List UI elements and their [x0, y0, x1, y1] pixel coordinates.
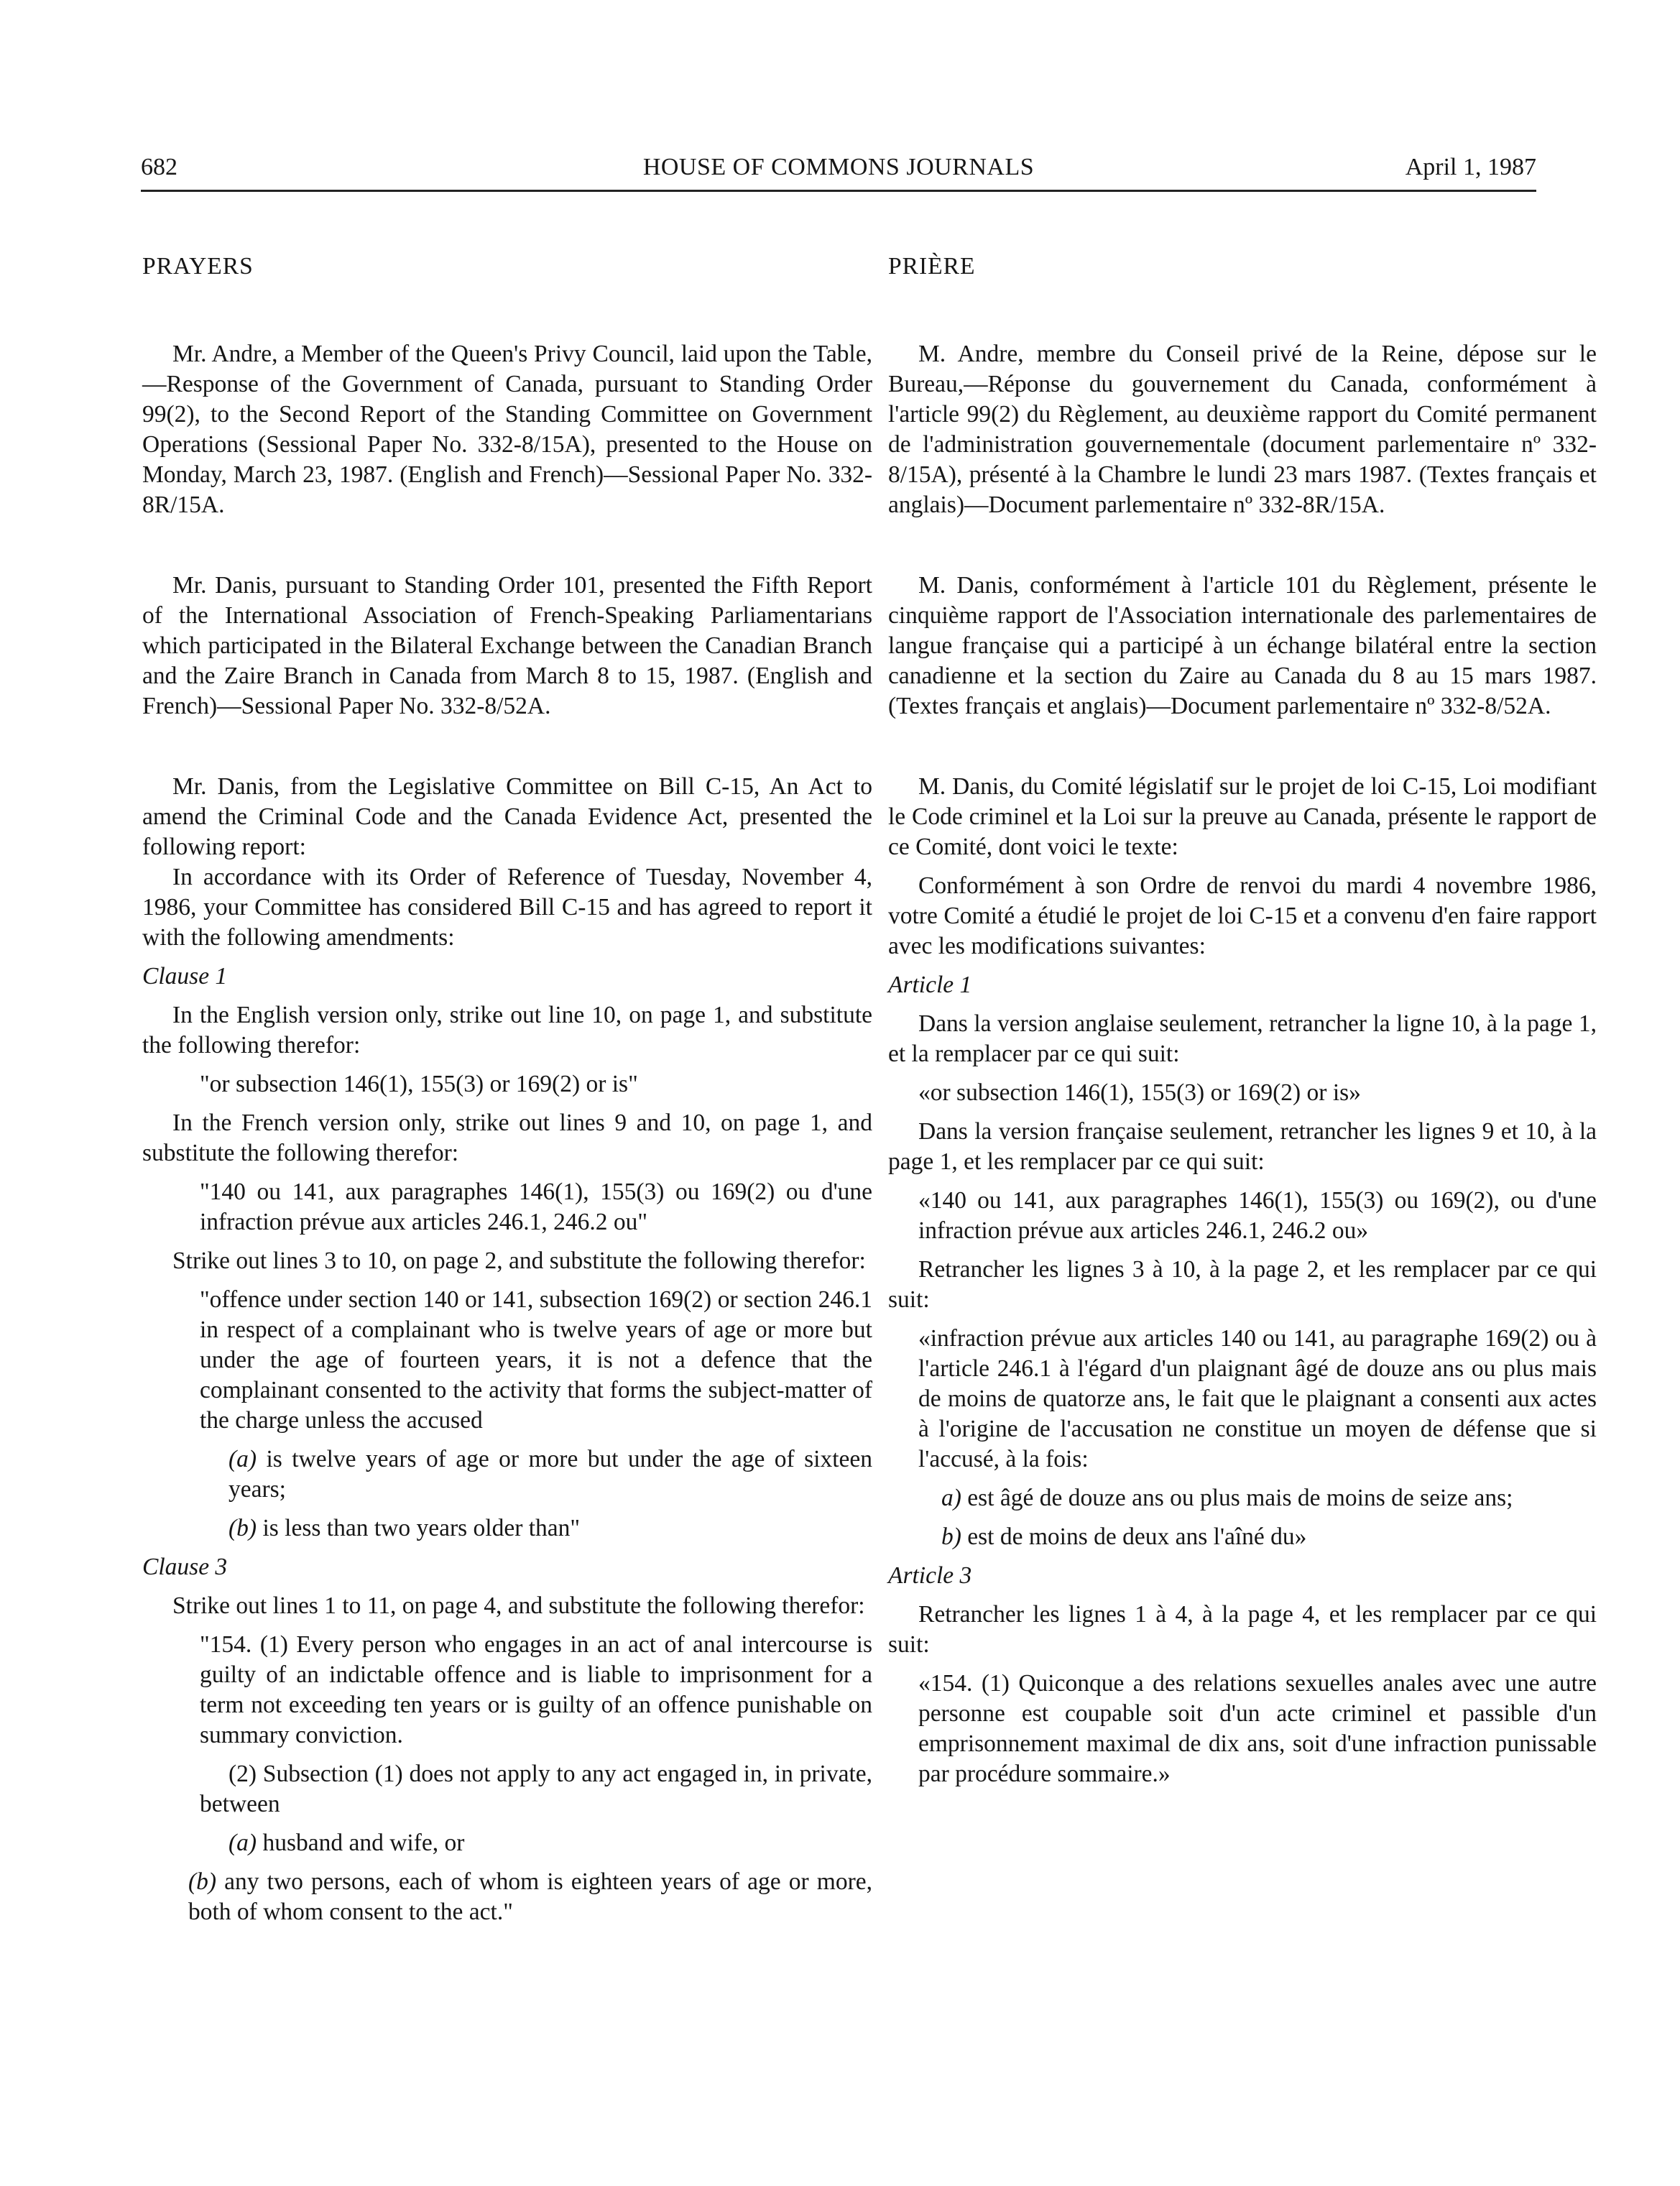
- clause-3-heading: Clause 3: [142, 1554, 228, 1580]
- paragraph-danis-cinquieme-rapport: M. Danis, conformément à l'article 101 du Règlement, présente le cinquième rapport de l'Association internationale des parlementaires de langue française qui a participé à un échange bilatéral entre la section canadienne et la section du Zaire au Canada du 8 au 15 mars 1987. (Textes français et anglais)—Document parlementaire nº 332-8/52A.: [888, 572, 1597, 719]
- subitem-label: (a): [229, 1446, 257, 1472]
- subitem-text: est de moins de deux ans l'aîné du»: [961, 1523, 1307, 1550]
- paragraph-danis-comite-legislatif: M. Danis, du Comité législatif sur le projet de loi C-15, Loi modifiant le Code criminel et la Loi sur la preuve au Canada, présente le rapport de ce Comité, dont voici le texte:: [888, 773, 1597, 860]
- article-1-subitem-b: [941, 1522, 1597, 1552]
- subitem-text: est âgé de douze ans ou plus mais de moins de seize ans;: [961, 1485, 1513, 1511]
- subitem-label: (b): [188, 1868, 217, 1895]
- clause-1-quote-3: "offence under section 140 or 141, subsection 169(2) or section 246.1 in respect of a complainant who is twelve years of age or more but under the age of fourteen years, it is not a defence that the complainant consented to the activity that forms the subject-matter of the charge unless the accused: [200, 1286, 872, 1434]
- article-1-quote-1: «or subsection 146(1), 155(3) or 169(2) or is»: [918, 1079, 1361, 1106]
- clause-1-subitem-b: [229, 1513, 872, 1544]
- clause-3-subitem-b: [188, 1867, 872, 1927]
- article-1-quote-3: «infraction prévue aux articles 140 ou 141, au paragraphe 169(2) ou à l'article 246.1 à l'égard d'un plaignant âgé de douze ans ou plus mais de moins de quatorze ans, le fait que le plaignant a consenti aux actes à l'origine de l'accusation ne constitue un moyen de défense que si l'accusé, à la fois:: [918, 1325, 1597, 1472]
- subitem-label: b): [941, 1523, 961, 1550]
- subitem-text: any two persons, each of whom is eighteen years of age or more, both of whom consent to the act.": [188, 1868, 872, 1925]
- article-1-subitem-a: [941, 1483, 1597, 1513]
- clause-1-subitem-a: [229, 1444, 872, 1505]
- article-1-instruction-1: Dans la version anglaise seulement, retrancher la ligne 10, à la page 1, et la remplacer par ce qui suit:: [888, 1010, 1597, 1067]
- clause-3-instruction-1: Strike out lines 1 to 11, on page 4, and substitute the following therefor:: [172, 1592, 865, 1619]
- subitem-text: is twelve years of age or more but under the age of sixteen years;: [229, 1446, 872, 1503]
- article-1-instruction-2: Dans la version française seulement, retrancher les lignes 9 et 10, à la page 1, et les remplacer par ce qui suit:: [888, 1118, 1597, 1175]
- clause-1-quote-1: "or subsection 146(1), 155(3) or 169(2) or is": [200, 1071, 638, 1097]
- paragraph-order-of-reference: In accordance with its Order of Reference of Tuesday, November 4, 1986, your Committee has considered Bill C-15 and has agreed to report it with the following amendments:: [142, 864, 872, 951]
- page-header: [141, 152, 1536, 192]
- paragraph-andre-response: Mr. Andre, a Member of the Queen's Privy Council, laid upon the Table,—Response of the Government of Canada, pursuant to Standing Order 99(2), to the Second Report of the Standing Committee on Government Operations (Sessional Paper No. 332-8/15A), presented to the House on Monday, March 23, 1987. (English and French)—Sessional Paper No. 332-8R/15A.: [142, 341, 872, 518]
- paragraph-andre-reponse: M. Andre, membre du Conseil privé de la Reine, dépose sur le Bureau,—Réponse du gouvernement du Canada, conformément à l'article 99(2) du Règlement, au deuxième rapport du Comité permanent de l'administration gouvernementale (document parlementaire nº 332-8/15A), présenté à la Chambre le lundi 23 mars 1987. (Textes français et anglais)—Document parlementaire nº 332-8R/15A.: [888, 341, 1597, 518]
- page-date: April 1, 1987: [1405, 154, 1536, 180]
- section-heading-priere: PRIÈRE: [888, 253, 976, 280]
- article-1-instruction-3: Retrancher les lignes 3 à 10, à la page 2, et les remplacer par ce qui suit:: [888, 1256, 1597, 1313]
- article-3-instruction-1: Retrancher les lignes 1 à 4, à la page 4, et les remplacer par ce qui suit:: [888, 1601, 1597, 1658]
- paragraph-danis-legislative-committee: Mr. Danis, from the Legislative Committee on Bill C-15, An Act to amend the Criminal Code and the Canada Evidence Act, presented the following report:: [142, 773, 872, 860]
- subitem-label: (b): [229, 1515, 257, 1541]
- article-3-heading: Article 3: [888, 1562, 972, 1589]
- clause-1-quote-2: "140 ou 141, aux paragraphes 146(1), 155(3) ou 169(2) ou d'une infraction prévue aux articles 246.1, 246.2 ou": [200, 1179, 872, 1235]
- clause-3-quote-2: (2) Subsection (1) does not apply to any act engaged in, in private, between: [200, 1761, 872, 1817]
- clause-1-instruction-3: Strike out lines 3 to 10, on page 2, and substitute the following therefor:: [172, 1248, 866, 1274]
- subitem-label: a): [941, 1485, 961, 1511]
- clause-1-instruction-1: In the English version only, strike out line 10, on page 1, and substitute the following therefor:: [142, 1002, 872, 1059]
- article-1-quote-2: «140 ou 141, aux paragraphes 146(1), 155(3) ou 169(2), ou d'une infraction prévue aux articles 246.1, 246.2 ou»: [918, 1187, 1597, 1244]
- clause-3-subitem-a: [229, 1828, 872, 1858]
- clause-1-heading: Clause 1: [142, 963, 228, 990]
- page-number: 682: [141, 154, 177, 180]
- english-column: [142, 252, 872, 1936]
- subitem-text: is less than two years older than": [257, 1515, 581, 1541]
- clause-1-instruction-2: In the French version only, strike out lines 9 and 10, on page 1, and substitute the following therefor:: [142, 1110, 872, 1166]
- paragraph-danis-fifth-report: Mr. Danis, pursuant to Standing Order 101, presented the Fifth Report of the International Association of French-Speaking Parliamentarians which participated in the Bilateral Exchange between the Canadian Branch and the Zaire Branch in Canada from March 8 to 15, 1987. (English and French)—Sessional Paper No. 332-8/52A.: [142, 572, 872, 719]
- article-3-quote-1: «154. (1) Quiconque a des relations sexuelles anales avec une autre personne est coupable soit d'un acte criminel et passible d'un emprisonnement maximal de dix ans, soit d'une infraction punissable par procédure sommaire.»: [918, 1670, 1597, 1787]
- section-heading-prayers: PRAYERS: [142, 253, 254, 280]
- paragraph-ordre-de-renvoi: Conformément à son Ordre de renvoi du mardi 4 novembre 1986, votre Comité a étudié le projet de loi C-15 et a convenu d'en faire rapport avec les modifications suivantes:: [888, 872, 1597, 959]
- article-1-heading: Article 1: [888, 972, 972, 998]
- subitem-label: (a): [229, 1830, 257, 1856]
- journal-title: HOUSE OF COMMONS JOURNALS: [642, 154, 1035, 180]
- french-column: [888, 252, 1597, 1798]
- subitem-text: husband and wife, or: [257, 1830, 465, 1856]
- clause-3-quote-1: "154. (1) Every person who engages in an act of anal intercourse is guilty of an indictable offence and is liable to imprisonment for a term not exceeding ten years or is guilty of an offence punishable on summary conviction.: [200, 1631, 872, 1748]
